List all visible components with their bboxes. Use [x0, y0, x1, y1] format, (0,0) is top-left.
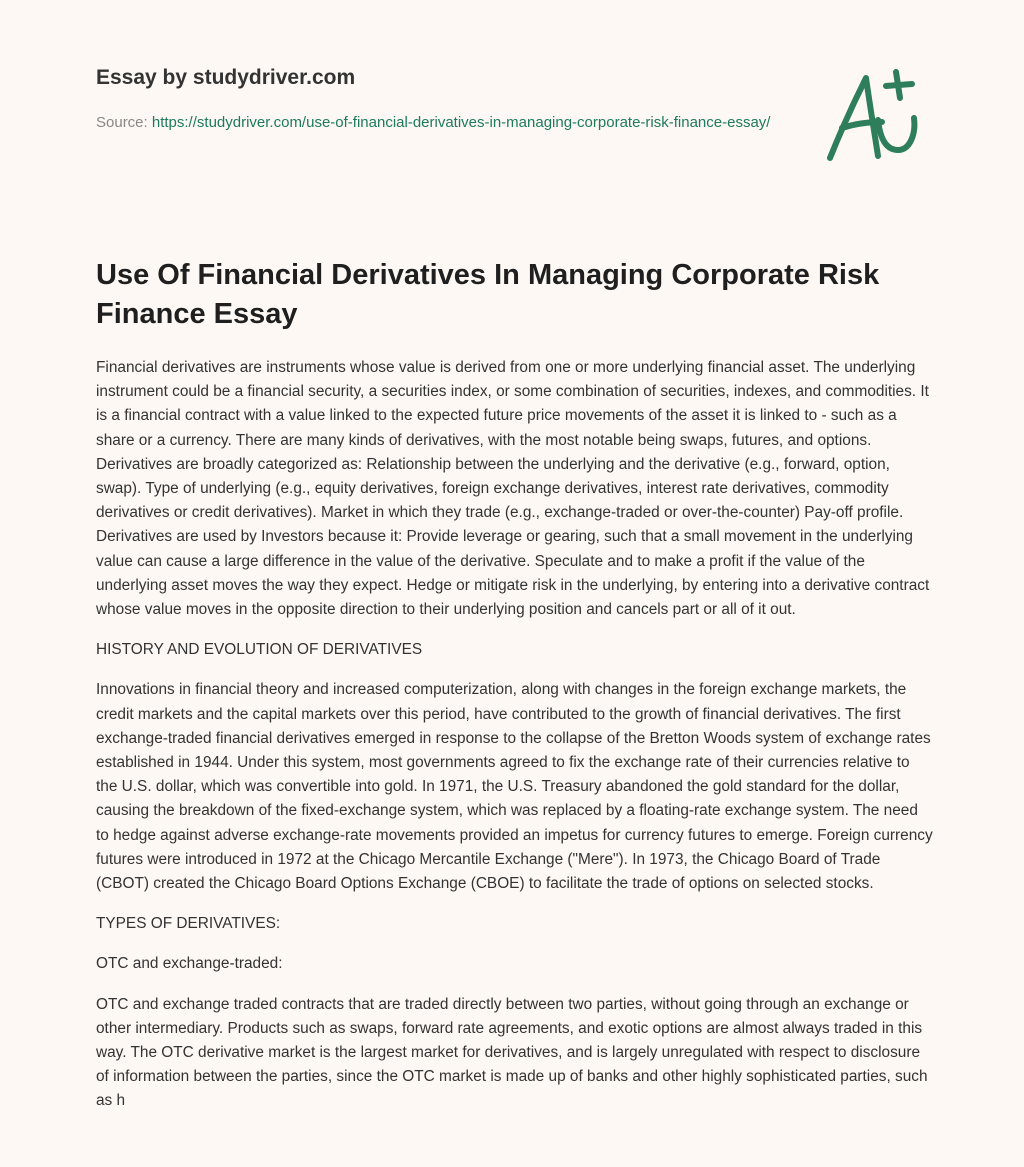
- paragraph: OTC and exchange traded contracts that are traded directly between two parties, without going through an exchange or other intermediary. Products such as swaps, forward rate agreements, and exotic options are almost always traded in this way. The OTC derivative market is the largest market for derivatives, and is largely unregulated with respect to disclosure of information between the parties, since the OTC market is made up of banks and other highly sophisticated parties, such as h: [96, 995, 928, 1110]
- essay-body: [96, 356, 934, 1130]
- site-brand: Essay by studydriver.com: [96, 66, 356, 89]
- paragraph: Financial derivatives are instruments whose value is derived from one or more underlying financial asset. The underlying instrument could be a financial security, a securities index, or some combination of securities, indexes, and commodities. It is a financial contract with a value linked to the expected future price movements of the asset it is linked to - such as a share or a currency. There are many kinds of derivatives, with the most notable being swaps, futures, and options. Derivatives are broadly categorized as: Relationship between the underlying and the derivative (e.g., forward, option, swap). Type of underlying (e.g., equity derivatives, foreign exchange derivatives, interest rate derivatives, commodity derivatives or credit derivatives). Market in which they trade (e.g., exchange-traded or over-the-counter) Pay-off profile. Derivatives are used by Investors because it: Provide leverage or gearing, such that a small movement in the underlying value can cause a large difference in the value of the derivative. Speculate and to make a profit if the value of the underlying asset moves the way they expect. Hedge or mitigate risk in the underlying, by entering into a derivative contract whose value moves in the opposite direction to their underlying position and cancels part or all of it out.: [96, 359, 930, 619]
- section-heading: HISTORY AND EVOLUTION OF DERIVATIVES: [96, 641, 423, 659]
- subsection-heading: OTC and exchange-traded:: [96, 955, 283, 973]
- source-link[interactable]: https://studydriver.com/use-of-financial-derivatives-in-managing-corporate-risk-finance-essay/: [151, 114, 771, 131]
- section-heading: TYPES OF DERIVATIVES:: [96, 915, 281, 933]
- paragraph: Innovations in financial theory and increased computerization, along with changes in the foreign exchange markets, the credit markets and the capital markets over this period, have contributed to the growth of financial derivatives. The first exchange-traded financial derivatives emerged in response to the collapse of the Bretton Woods system of exchange rates established in 1944. Under this system, most governments agreed to fix the exchange rate of their currencies relative to the U.S. dollar, which was convertible into gold. In 1971, the U.S. Treasury abandoned the gold standard for the dollar, causing the breakdown of the fixed-exchange system, which was replaced by a floating-rate exchange system. The need to hedge against adverse exchange-rate movements provided an impetus for currency futures to emerge. Foreign currency futures were introduced in 1972 at the Chicago Mercantile Exchange ("Mere"). In 1973, the Chicago Board of Trade (CBOT) created the Chicago Board Options Exchange (CBOE) to facilitate the trade of options on selected stocks.: [96, 681, 933, 893]
- source-line: [96, 112, 796, 134]
- a-plus-logo-icon: [820, 68, 930, 168]
- source-label: Source:: [96, 114, 152, 131]
- page-title: Use Of Financial Derivatives In Managing Corporate Risk Finance Essay: [96, 259, 880, 330]
